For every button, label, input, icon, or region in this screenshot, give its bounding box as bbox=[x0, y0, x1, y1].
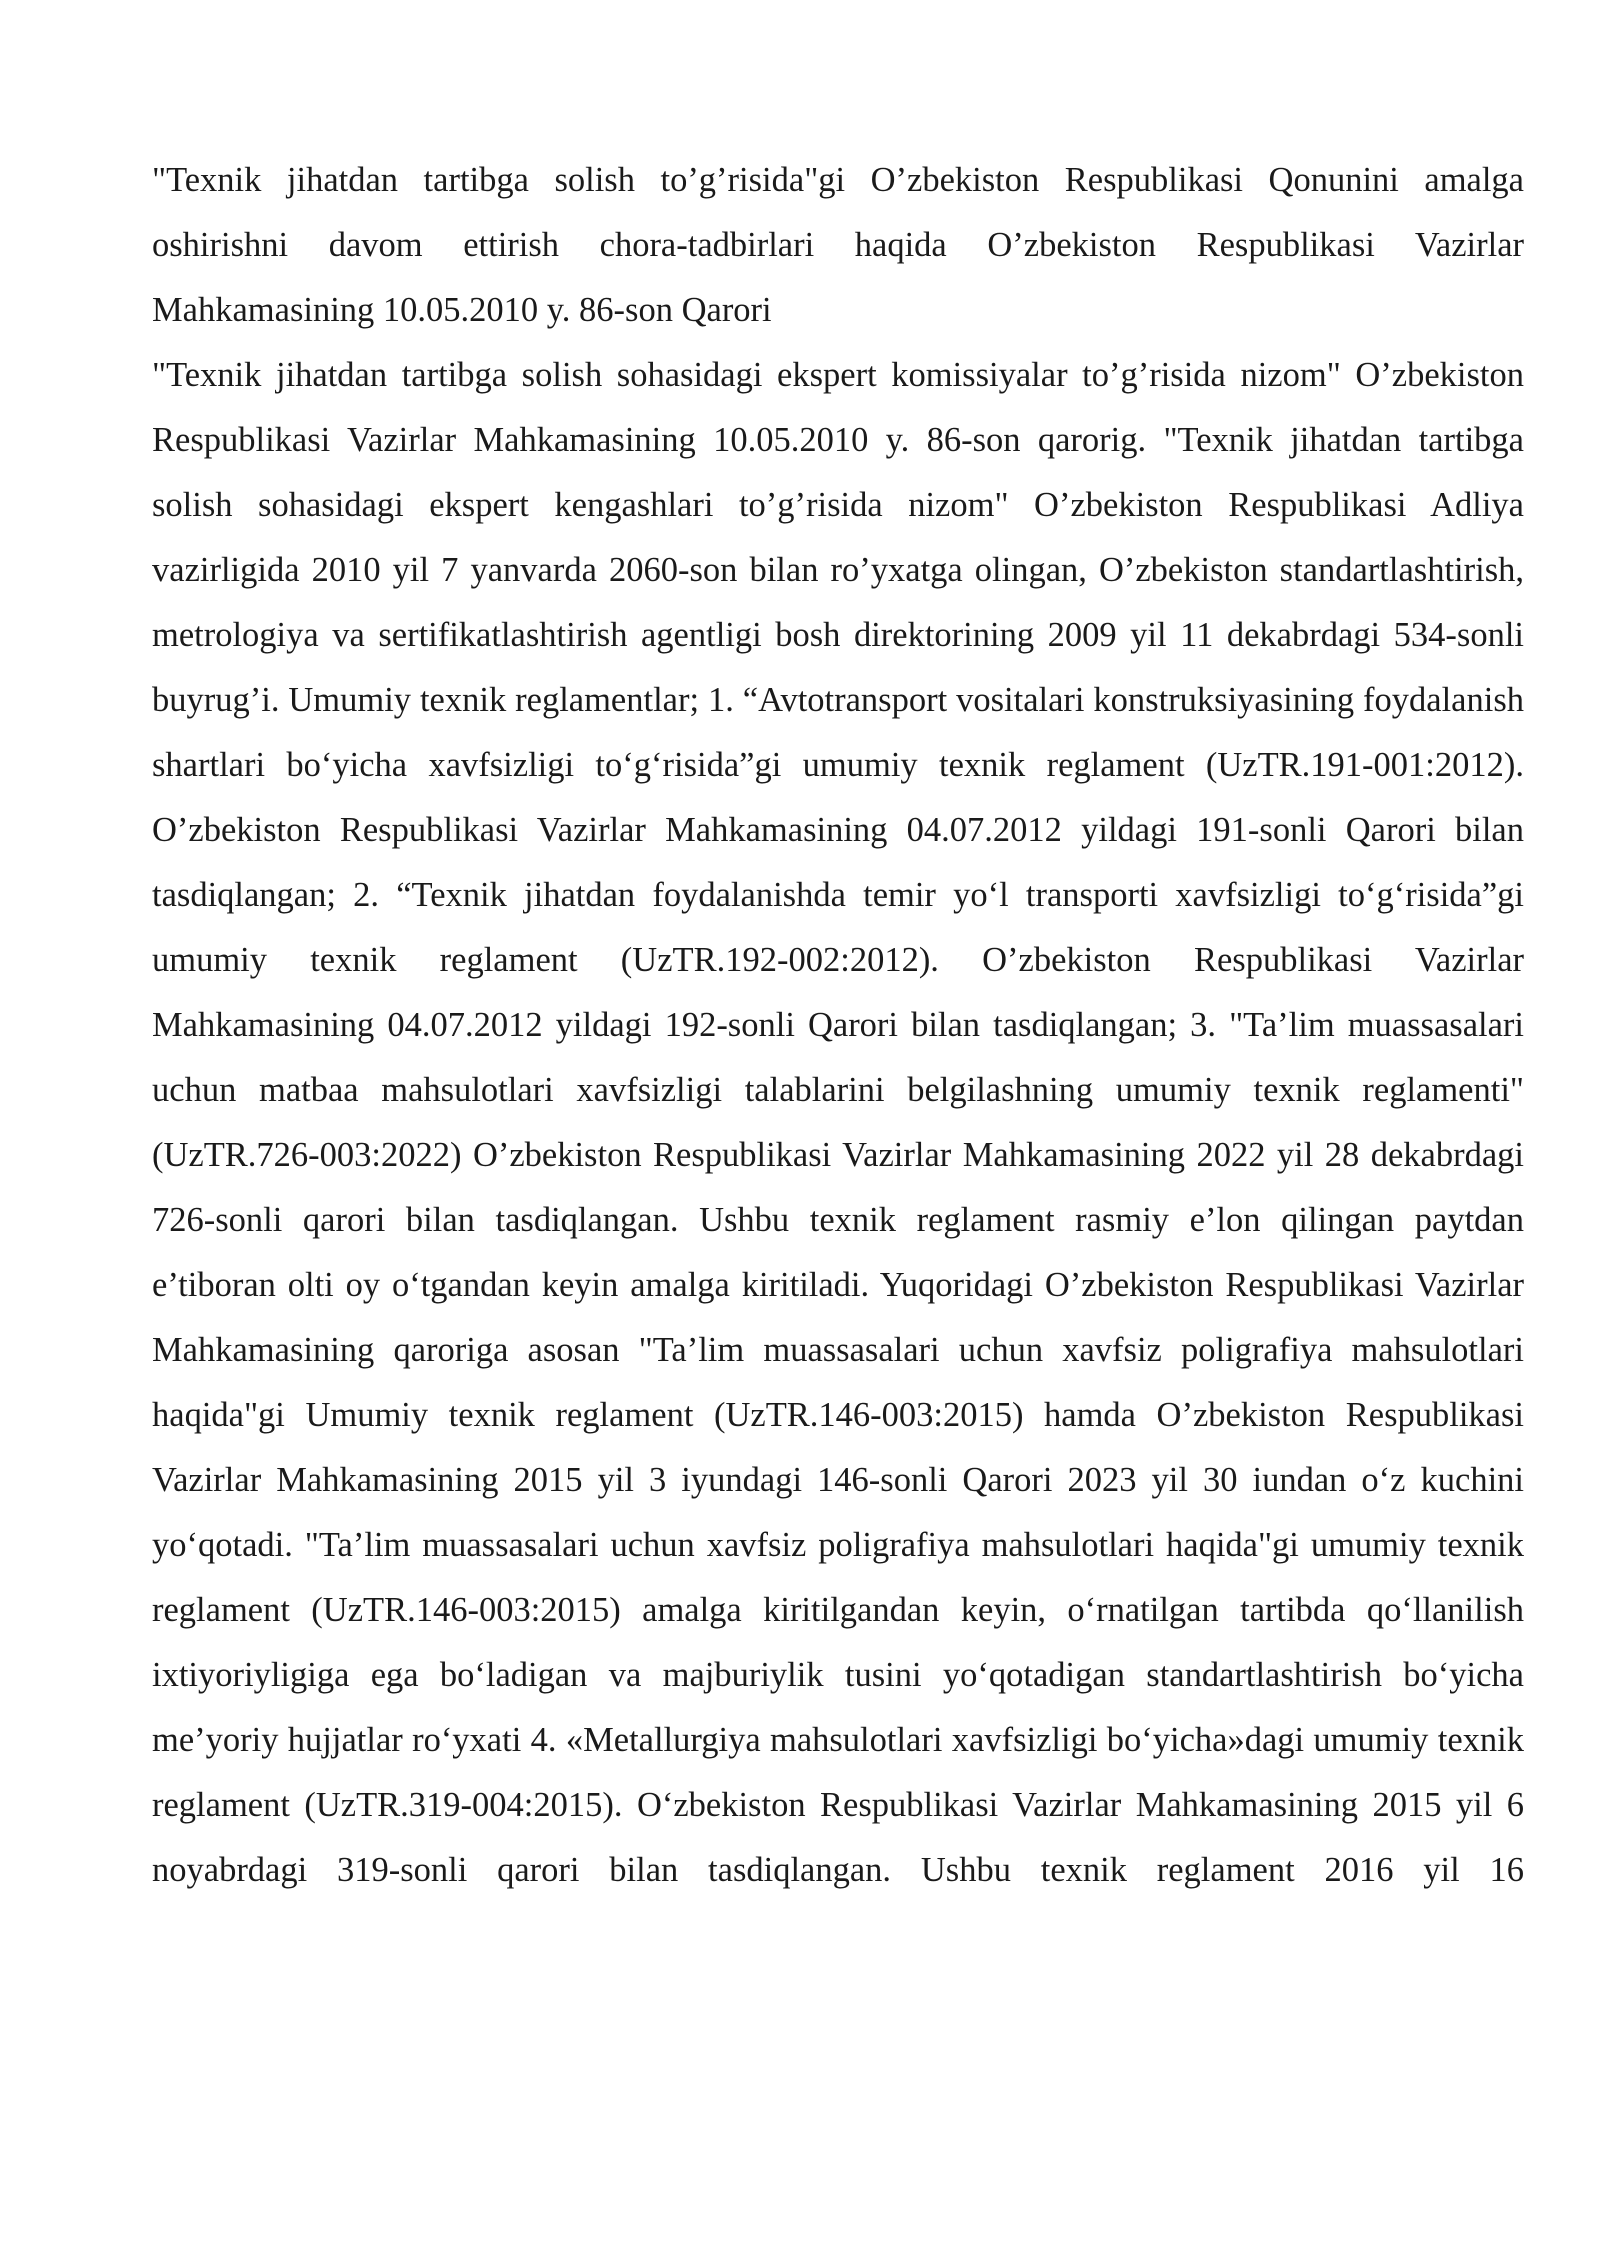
paragraph-regulations-list: "Texnik jihatdan tartibga solish sohasidagi ekspert komissiyalar to’g’risida nizom" O’zbekiston Respublikasi Vazirlar Mahkamasining 10.05.2010 y. 86-son qarorig. "Texnik jihatdan tartibga solish sohasidagi ekspert kengashlari to’g’risida nizom" O’zbekiston Respublikasi Adliya vazirligida 2010 yil 7 yanvarda 2060-son bilan ro’yxatga olingan, O’zbekiston standartlashtirish, metrologiya va sertifikatlashtirish agentligi bosh direktorining 2009 yil 11 dekabrdagi 534-sonli buyrug’i. Umumiy texnik reglamentlar; 1. “Avtotransport vositalari konstruksiyasining foydalanish shartlari bo‘yicha xavfsizligi to‘g‘risida”gi umumiy texnik reglament (UzTR.191-001:2012). O’zbekiston Respublikasi Vazirlar Mahkamasining 04.07.2012 yildagi 191-sonli Qarori bilan tasdiqlangan; 2. “Texnik jihatdan foydalanishda temir yo‘l transporti xavfsizligi to‘g‘risida”gi umumiy texnik reglament (UzTR.192-002:2012). O’zbekiston Respublikasi Vazirlar Mahkamasining 04.07.2012 yildagi 192-sonli Qarori bilan tasdiqlangan; 3. "Ta’lim muassasalari uchun matbaa mahsulotlari xavfsizligi talablarini belgilashning umumiy texnik reglamenti" (UzTR.726-003:2022) O’zbekiston Respublikasi Vazirlar Mahkamasining 2022 yil 28 dekabrdagi 726-sonli qarori bilan tasdiqlangan. Ushbu texnik reglament rasmiy e’lon qilingan paytdan e’tiboran olti oy o‘tgandan keyin amalga kiritiladi. Yuqoridagi O’zbekiston Respublikasi Vazirlar Mahkamasining qaroriga asosan "Ta’lim muassasalari uchun xavfsiz poligrafiya mahsulotlari haqida"gi Umumiy texnik reglament (UzTR.146-003:2015) hamda O’zbekiston Respublikasi Vazirlar Mahkamasining 2015 yil 3 iyundagi 146-sonli Qarori 2023 yil 30 iundan o‘z kuchini yo‘qotadi. "Ta’lim muassasalari uchun xavfsiz poligrafiya mahsulotlari haqida"gi umumiy texnik reglament (UzTR.146-003:2015) amalga kiritilgandan keyin, o‘rnatilgan tartibda qo‘llanilish ixtiyoriyligiga ega bo‘ladigan va majburiylik tusini yo‘qotadigan standartlashtirish bo‘yicha me’yoriy hujjatlar ro‘yxati 4. «Metallurgiya mahsulotlari xavfsizligi bo‘yicha»dagi umumiy texnik reglament (UzTR.319-004:2015). O‘zbekiston Respublikasi Vazirlar Mahkamasining 2015 yil 6 noyabrdagi 319-sonli qarori bilan tasdiqlangan. Ushbu texnik reglament 2016 yil 16 bbox=[152, 356, 1524, 1889]
document-body bbox=[152, 148, 1524, 1903]
paragraph-resolution-title: "Texnik jihatdan tartibga solish to’g’risida"gi O’zbekiston Respublikasi Qonunini amalga oshirishni davom ettirish chora-tadbirlari haqida O’zbekiston Respublikasi Vazirlar Mahkamasining 10.05.2010 y. 86-son Qarori bbox=[152, 161, 1524, 329]
